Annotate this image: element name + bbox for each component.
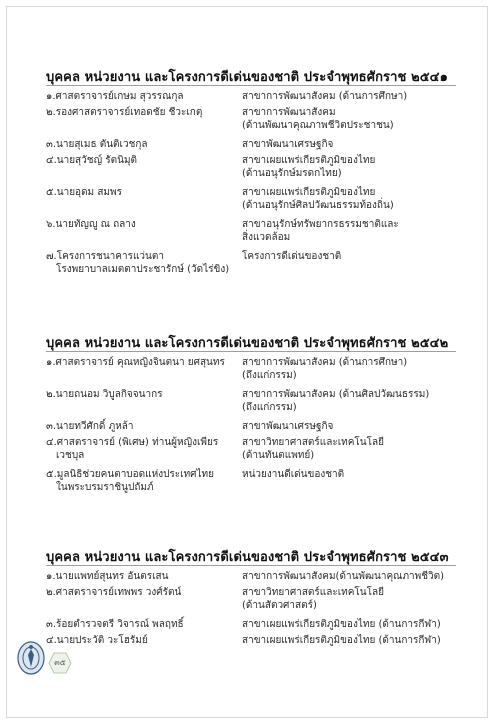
category-line: หน่วยงานดีเด่นของชาติ [242,469,345,480]
awardee-name [46,468,236,494]
awardee-line: ๒.ศาสตราจารย์เทพพร วงศ์รัตน์ [46,587,182,598]
award-category [242,218,456,244]
awardee-name [46,90,236,103]
category-line: สาขาวิทยาศาสตร์และเทคโนโลยี [242,437,384,448]
awardee-line: ๑.ศาสตราจารย์ คุณหญิงจินตนา ยศสุนทร [46,357,225,368]
awardee-name [46,138,236,151]
awardee-line: ๓.นายสุเมธ ตันติเวชกุล [46,139,148,150]
section-title: บุคคล หน่วยงาน และโครงการดีเด่นของชาติ ประจำพุทธศักราช ๒๕๔๑ [46,70,448,85]
category-line: สาขาวิทยาศาสตร์และเทคโนโลยี [242,587,384,598]
awardee-name [46,388,236,401]
award-section [46,332,456,493]
category-line: สาขาอนุรักษ์ทรัพยากรธรรมชาติและ [242,219,399,230]
category-line: สาขาพัฒนาเศรษฐกิจ [242,421,334,432]
awardee-line: ๖.นายทัญญู ณ ถลาง [46,219,136,230]
category-line: สาขาการพัฒนาสังคม(ด้านพัฒนาคุณภาพชีวิต) [242,571,445,582]
page-number: ๓๕ [54,658,66,667]
awardee-name [46,154,236,167]
awardee-line: ๗.โครงการชนาคารแว่นตา [46,251,164,262]
awardee-line: ๓.นายทวีศักดิ์ ภูหล้า [46,421,134,432]
awardee-line: ๔.นายสุวัชญ์ รัตนิมุติ [46,155,138,166]
award-category [242,106,456,132]
awardee-name [46,106,236,119]
section-rule [46,565,456,566]
awardee-name [46,186,236,199]
award-category [242,186,456,212]
awardee-line: เวชบุล [56,450,85,461]
awardee-name [46,218,236,231]
government-emblem-icon [16,640,46,676]
awardee-name [46,436,236,462]
awardee-line: ๕.นายอุดม สมพร [46,187,122,198]
section-title: บุคคล หน่วยงาน และโครงการดีเด่นของชาติ ประจำพุทธศักราช ๒๕๔๒ [46,336,449,351]
award-category [242,586,456,612]
awardee-line: ๔.ศาสตราจารย์ (พิเศษ) ท่านผู้หญิงเพียร [46,437,219,448]
award-category [242,468,456,481]
page-number-badge [48,652,72,674]
section-rule [46,85,456,86]
category-line: (ถึงแก่กรรม) [242,402,297,413]
award-category [242,90,456,103]
category-line: (ด้านทันตแพทย์) [242,450,315,461]
awardee-line: ๕.มูลนิธิช่วยคนตาบอดแห่งประเทศไทย [46,469,214,480]
awardee-line: ๑.ศาสตราจารย์เกษม สุวรรณกุล [46,91,184,102]
award-category [242,154,456,180]
awardee-line: ๓.ร้อยตำรวจตรี วิจารณ์ พลฤทธิ์ [46,619,184,630]
category-line: (ถึงแก่กรรม) [242,370,297,381]
category-line: โครงการดีเด่นของชาติ [242,251,342,262]
awardee-name [46,250,236,276]
award-section [46,546,456,646]
awardee-name [46,420,236,433]
category-line: สาขาพัฒนาเศรษฐกิจ [242,139,334,150]
category-line: สาขาเผยแพร่เกียรติภูมิของไทย [242,187,376,198]
award-category [242,634,456,647]
awardee-name [46,634,236,647]
category-line: สาขาเผยแพร่เกียรติภูมิของไทย (ด้านการกีฬา) [242,619,441,630]
award-section [46,66,456,275]
award-category [242,388,456,414]
category-line: สิ่งแวดล้อม [242,232,291,243]
awardee-line: ๒.นายถนอม วิบูลกิจจนากร [46,389,163,400]
awardee-name [46,570,236,583]
award-category [242,138,456,151]
category-line: (ด้านอนุรักษ์มรดกไทย) [242,168,342,179]
section-title: บุคคล หน่วยงาน และโครงการดีเด่นของชาติ ประจำพุทธศักราช ๒๕๔๓ [46,550,449,565]
category-line: (ด้านพัฒนาคุณภาพชีวิตประชาชน) [242,120,394,131]
awardee-line: ในพระบรมราชินูปถัมภ์ [56,482,154,493]
awardee-line: โรงพยาบาลเมตตาประชารักษ์ (วัดไร่ขิง) [56,264,230,275]
awardee-line: ๔.นายประวัติ วะโฮรัมย์ [46,635,148,646]
award-category [242,570,456,583]
category-line: (ด้านอนุรักษ์ศิลปวัฒนธรรมท้องถิ่น) [242,200,394,211]
award-category [242,356,456,382]
category-line: สาขาการพัฒนาสังคม (ด้านการศึกษา) [242,357,408,368]
awardee-name [46,586,236,599]
awardee-name [46,356,236,369]
awardee-line: ๒.รองศาสตราจารย์เทอดชัย ชีวะเกตุ [46,107,203,118]
award-category [242,250,456,263]
awardee-name [46,618,236,631]
awardee-line: ๑.นายแพทย์สุนทร อันตรเสน [46,571,169,582]
section-rule [46,351,456,352]
category-line: สาขาการพัฒนาสังคม [242,107,336,118]
category-line: สาขาเผยแพร่เกียรติภูมิของไทย (ด้านการกีฬา) [242,635,441,646]
category-line: สาขาการพัฒนาสังคม (ด้านศิลปวัฒนธรรม) [242,389,430,400]
award-category [242,436,456,462]
category-line: สาขาการพัฒนาสังคม (ด้านการศึกษา) [242,91,408,102]
category-line: (ด้านสัตวศาสตร์) [242,600,317,611]
award-category [242,420,456,433]
award-category [242,618,456,631]
category-line: สาขาเผยแพร่เกียรติภูมิของไทย [242,155,376,166]
